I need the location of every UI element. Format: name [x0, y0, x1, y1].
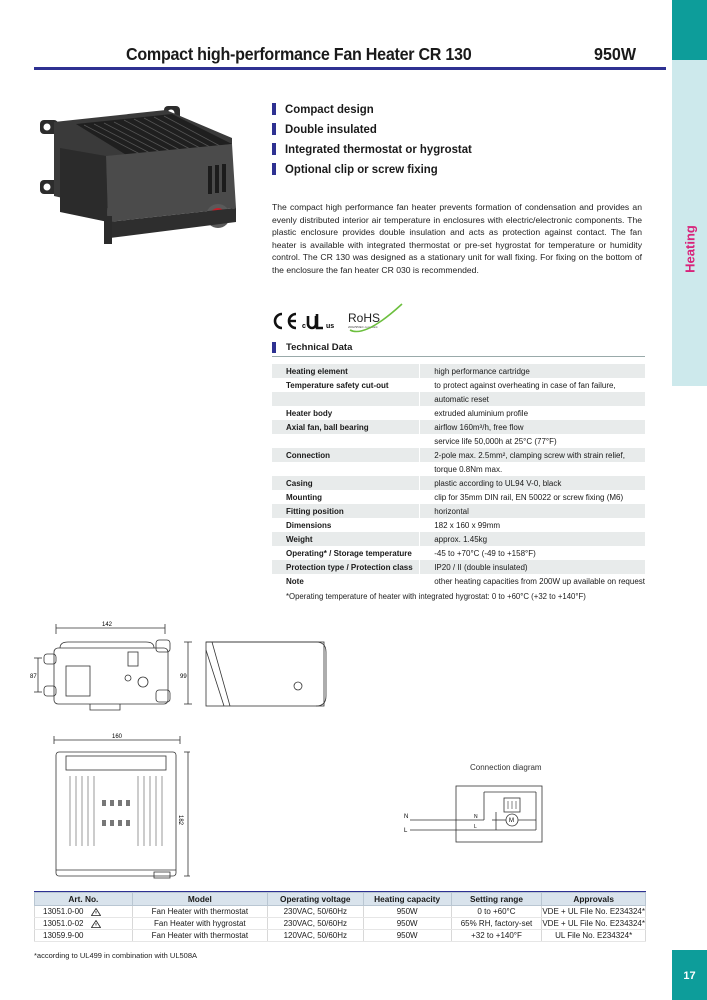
- technical-value: extruded aluminium profile: [420, 406, 645, 420]
- technical-key: Connection: [272, 448, 420, 462]
- article-model-cell: Fan Heater with hygrostat: [132, 918, 267, 930]
- feature-item: Compact design: [272, 99, 482, 119]
- rohs-mark-icon: [348, 304, 402, 332]
- technical-data-heading: Technical Data: [272, 342, 352, 353]
- technical-value: IP20 / II (double insulated): [420, 560, 645, 574]
- technical-value: airflow 160m³/h, free flow: [420, 420, 645, 434]
- article-column-header: Art. No.: [35, 893, 133, 906]
- article-capacity-cell: 950W: [363, 930, 451, 942]
- article-column-header: Heating capacity: [363, 893, 451, 906]
- technical-key: Mounting: [272, 490, 420, 504]
- article-model-cell: Fan Heater with thermostat: [132, 906, 267, 918]
- svg-text:c: c: [302, 323, 306, 330]
- technical-row: [272, 476, 645, 490]
- feature-item: Double insulated: [272, 119, 482, 139]
- technical-key: [272, 434, 420, 448]
- article-number: 13059.9-00: [43, 931, 84, 940]
- technical-row: [272, 560, 645, 574]
- internal-l-label: L: [474, 824, 477, 830]
- article-number: 13051.0-02: [43, 919, 84, 928]
- technical-row: [272, 434, 645, 448]
- dimension-depth-label: 99: [180, 674, 187, 680]
- terminal-n-label: N: [404, 814, 409, 820]
- technical-key: Temperature safety cut-out: [272, 378, 420, 392]
- technical-data-rule: [272, 356, 645, 357]
- article-row: [35, 906, 646, 918]
- technical-row: [272, 546, 645, 560]
- technical-value: clip for 35mm DIN rail, EN 50022 or screw fixing (M6): [420, 490, 645, 504]
- article-column-header: Model: [132, 893, 267, 906]
- dimension-front-width-label: 160: [112, 734, 123, 740]
- article-range-cell: +32 to +140°F: [451, 930, 542, 942]
- article-capacity-cell: 950W: [363, 918, 451, 930]
- page-title: Compact high-performance Fan Heater CR 130: [126, 44, 472, 64]
- technical-value: plastic according to UL94 V-0, black: [420, 476, 645, 490]
- technical-value: -45 to +70°C (-49 to +158°F): [420, 546, 645, 560]
- ce-mark-icon: [275, 314, 296, 328]
- technical-key: Dimensions: [272, 518, 420, 532]
- front-view-drawing: [30, 730, 190, 890]
- article-row: [35, 930, 646, 942]
- article-approvals-cell: UL File No. E234324*: [542, 930, 646, 942]
- article-range-cell: 65% RH, factory-set: [451, 918, 542, 930]
- technical-key: Fitting position: [272, 504, 420, 518]
- technical-value: torque 0.8Nm max.: [420, 462, 645, 476]
- technical-value: 182 x 160 x 99mm: [420, 518, 645, 532]
- technical-row: [272, 392, 645, 406]
- warning-triangle-icon: [91, 908, 101, 916]
- technical-data-table: [272, 364, 645, 588]
- article-voltage-cell: 230VAC, 50/60Hz: [267, 918, 363, 930]
- technical-key: Heating element: [272, 364, 420, 378]
- technical-row: [272, 462, 645, 476]
- technical-value: service life 50,000h at 25°C (77°F): [420, 434, 645, 448]
- technical-key: [272, 392, 420, 406]
- article-number-cell: [35, 930, 133, 942]
- page-number: 17: [683, 970, 696, 982]
- technical-row: [272, 504, 645, 518]
- feature-item: Optional clip or screw fixing: [272, 159, 482, 179]
- svg-text:us: us: [326, 323, 335, 330]
- technical-row: [272, 574, 645, 588]
- terminal-l-label: L: [404, 828, 408, 834]
- article-column-header: Operating voltage: [267, 893, 363, 906]
- technical-value: automatic reset: [420, 392, 645, 406]
- dimension-front-height-label: 182: [177, 815, 183, 826]
- technical-key: Weight: [272, 532, 420, 546]
- dimension-width-label: 142: [102, 622, 113, 628]
- technical-row: [272, 518, 645, 532]
- technical-value: 2-pole max. 2.5mm², clamping screw with strain relief,: [420, 448, 645, 462]
- svg-text:2002/95/EC compliant: 2002/95/EC compliant: [348, 325, 378, 329]
- article-number: 13051.0-00: [43, 907, 84, 916]
- power-rating: 950W: [594, 44, 637, 64]
- technical-key: Protection type / Protection class: [272, 560, 420, 574]
- product-image: [36, 104, 246, 244]
- article-approvals-cell: VDE + UL File No. E234324*: [542, 907, 645, 916]
- technical-footnote: *Operating temperature of heater with integrated hygrostat: 0 to +60°C (+32 to +140°F): [286, 592, 586, 601]
- article-range-cell: 0 to +60°C: [451, 906, 542, 918]
- technical-key: Axial fan, ball bearing: [272, 420, 420, 434]
- technical-value: other heating capacities from 200W up available on request: [420, 574, 645, 588]
- dimension-height-label: 87: [30, 674, 37, 680]
- technical-value: to protect against overheating in case of fan failure,: [420, 378, 645, 392]
- feature-list: [272, 99, 482, 179]
- certification-logos: [270, 300, 410, 340]
- technical-key: Note: [272, 574, 420, 588]
- technical-key: Heater body: [272, 406, 420, 420]
- motor-symbol: M: [509, 818, 514, 824]
- article-table: [34, 892, 646, 942]
- article-capacity-cell: 950W: [363, 906, 451, 918]
- title-rule: [34, 67, 666, 70]
- product-description: The compact high performance fan heater prevents formation of condensation and provides an evenly distributed interior air temperature in enclosures with electric/electronic components. The plastic enclosure provides double insulation and acts as protection against contact. The fan heater is available with integrated thermostat or pre-set hygrostat for temperature or humidity control. The CR 130 was designed as a stationary unit for wall fixing. For fixing on the bottom of the enclosure the fan heater CR 030 is recommended.: [272, 202, 642, 275]
- technical-value: high performance cartridge: [420, 364, 645, 378]
- side-view-drawing: [30, 620, 340, 720]
- technical-key: Casing: [272, 476, 420, 490]
- internal-n-label: N: [474, 814, 478, 820]
- article-footnote: *according to UL499 in combination with UL508A: [34, 951, 198, 960]
- article-approvals-cell: VDE + UL File No. E234324*: [542, 919, 645, 928]
- warning-triangle-icon: [91, 920, 101, 928]
- technical-row: [272, 420, 645, 434]
- feature-item: Integrated thermostat or hygrostat: [272, 139, 482, 159]
- technical-row: [272, 448, 645, 462]
- article-number-cell: [35, 918, 133, 930]
- technical-row: [272, 490, 645, 504]
- article-column-header: Setting range: [451, 893, 542, 906]
- side-tab-top: [672, 0, 707, 60]
- ul-mark-icon: [302, 314, 334, 330]
- article-number-cell: [35, 906, 133, 918]
- technical-row: [272, 532, 645, 546]
- side-section-label[interactable]: Heating: [682, 225, 698, 273]
- article-column-header: Approvals: [542, 893, 646, 906]
- technical-row: [272, 378, 645, 392]
- technical-row: [272, 364, 645, 378]
- article-row: [35, 918, 646, 930]
- technical-row: [272, 406, 645, 420]
- article-model-cell: Fan Heater with thermostat: [132, 930, 267, 942]
- article-voltage-cell: 120VAC, 50/60Hz: [267, 930, 363, 942]
- technical-value: approx. 1.45kg: [420, 532, 645, 546]
- technical-key: [272, 462, 420, 476]
- connection-diagram: [400, 780, 550, 850]
- article-voltage-cell: 230VAC, 50/60Hz: [267, 906, 363, 918]
- technical-value: horizontal: [420, 504, 645, 518]
- connection-diagram-title: Connection diagram: [470, 763, 542, 772]
- svg-text:RoHS: RoHS: [348, 311, 381, 325]
- technical-key: Operating* / Storage temperature: [272, 546, 420, 560]
